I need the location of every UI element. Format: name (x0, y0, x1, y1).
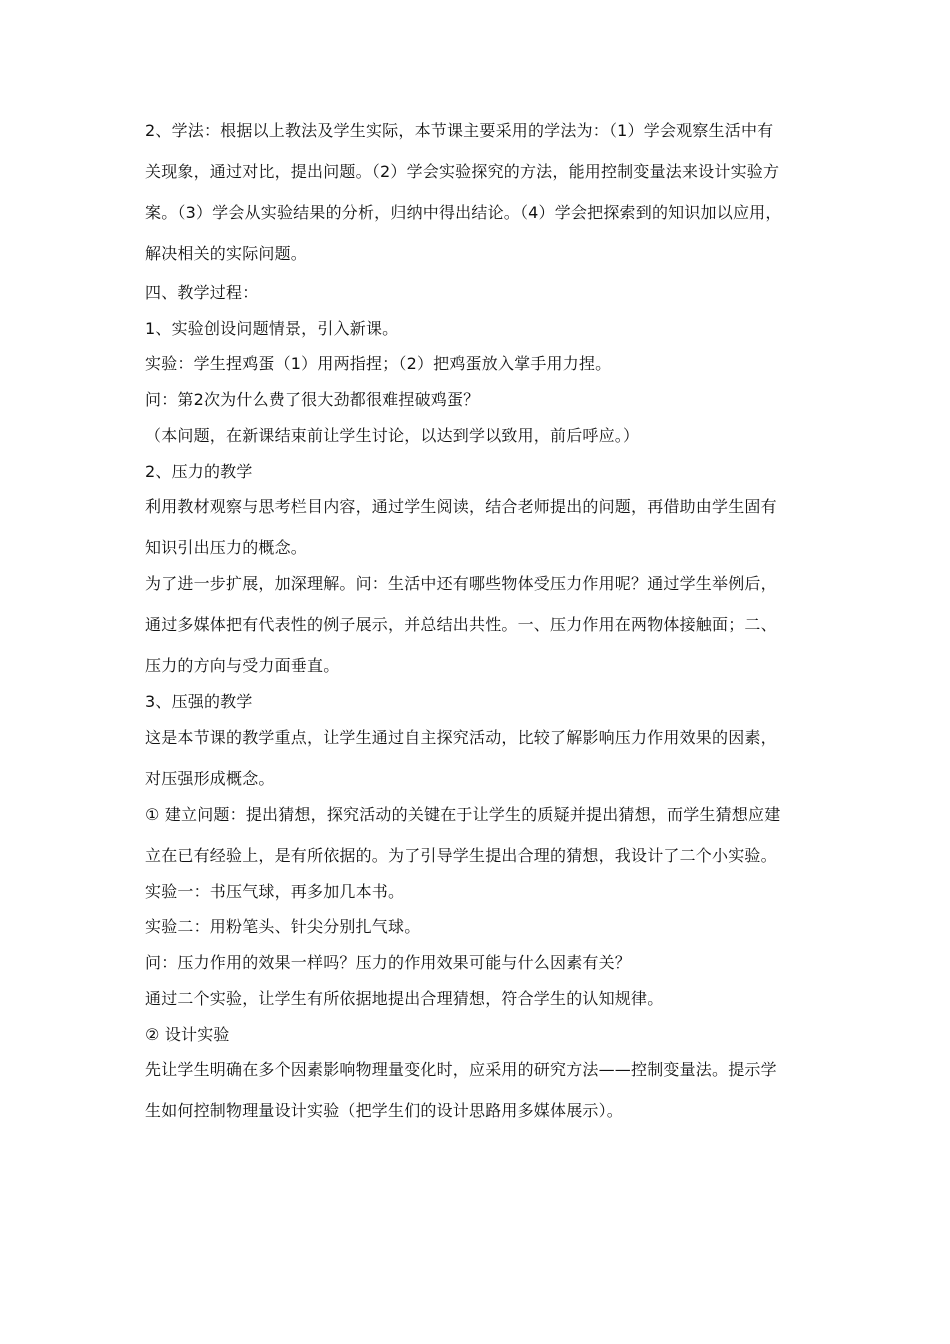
text-line: ② 设计实验 (145, 1025, 230, 1044)
text-line: 关现象，通过对比，提出问题。（2）学会实验探究的方法，能用控制变量法来设计实验方 (145, 162, 780, 181)
text-line: 知识引出压力的概念。 (145, 538, 308, 557)
text-line: 问：压力作用的效果一样吗？压力的作用效果可能与什么因素有关？ (145, 953, 632, 972)
text-line: ① 建立问题：提出猜想，探究活动的关键在于让学生的质疑并提出猜想，而学生猜想应建 (145, 805, 781, 824)
section-heading: 四、教学过程： (145, 283, 259, 302)
subsection-heading: 3、压强的教学 (145, 692, 253, 711)
text-line: 对压强形成概念。 (145, 769, 275, 788)
text-line: 通过多媒体把有代表性的例子展示，并总结出共性。一、压力作用在两物体接触面；二、 (145, 615, 777, 634)
text-line: （本问题，在新课结束前让学生讨论，以达到学以致用，前后呼应。） (145, 426, 640, 445)
subsection-heading: 1、实验创设问题情景，引入新课。 (145, 319, 399, 338)
text-line: 先让学生明确在多个因素影响物理量变化时，应采用的研究方法——控制变量法。提示学 (145, 1060, 777, 1079)
text-line: 案。（3）学会从实验结果的分析，归纳中得出结论。（4）学会把探索到的知识加以应用， (145, 203, 782, 222)
text-line: 压力的方向与受力面垂直。 (145, 656, 340, 675)
subsection-heading: 2、压力的教学 (145, 462, 253, 481)
text-line: 利用教材观察与思考栏目内容，通过学生阅读，结合老师提出的问题，再借助由学生固有 (145, 497, 777, 516)
text-line: 2、学法：根据以上教法及学生实际，本节课主要采用的学法为：（1）学会观察生活中有 (145, 121, 774, 140)
text-line: 实验：学生捏鸡蛋（1）用两指捏；（2）把鸡蛋放入掌手用力捏。 (145, 354, 612, 373)
text-line: 通过二个实验，让学生有所依据地提出合理猜想，符合学生的认知规律。 (145, 989, 664, 1008)
text-line: 为了进一步扩展，加深理解。问：生活中还有哪些物体受压力作用呢？通过学生举例后， (145, 574, 777, 593)
text-line: 这是本节课的教学重点，让学生通过自主探究活动，比较了解影响压力作用效果的因素， (145, 728, 777, 747)
text-line: 问：第2次为什么费了很大劲都很难捏破鸡蛋？ (145, 390, 480, 409)
text-line: 解决相关的实际问题。 (145, 244, 308, 263)
text-line: 生如何控制物理量设计实验（把学生们的设计思路用多媒体展示）。 (145, 1101, 624, 1120)
text-line: 实验一：书压气球，再多加几本书。 (145, 882, 405, 901)
text-line: 立在已有经验上，是有所依据的。为了引导学生提出合理的猜想，我设计了二个小实验。 (145, 846, 777, 865)
text-line: 实验二：用粉笔头、针尖分别扎气球。 (145, 917, 421, 936)
